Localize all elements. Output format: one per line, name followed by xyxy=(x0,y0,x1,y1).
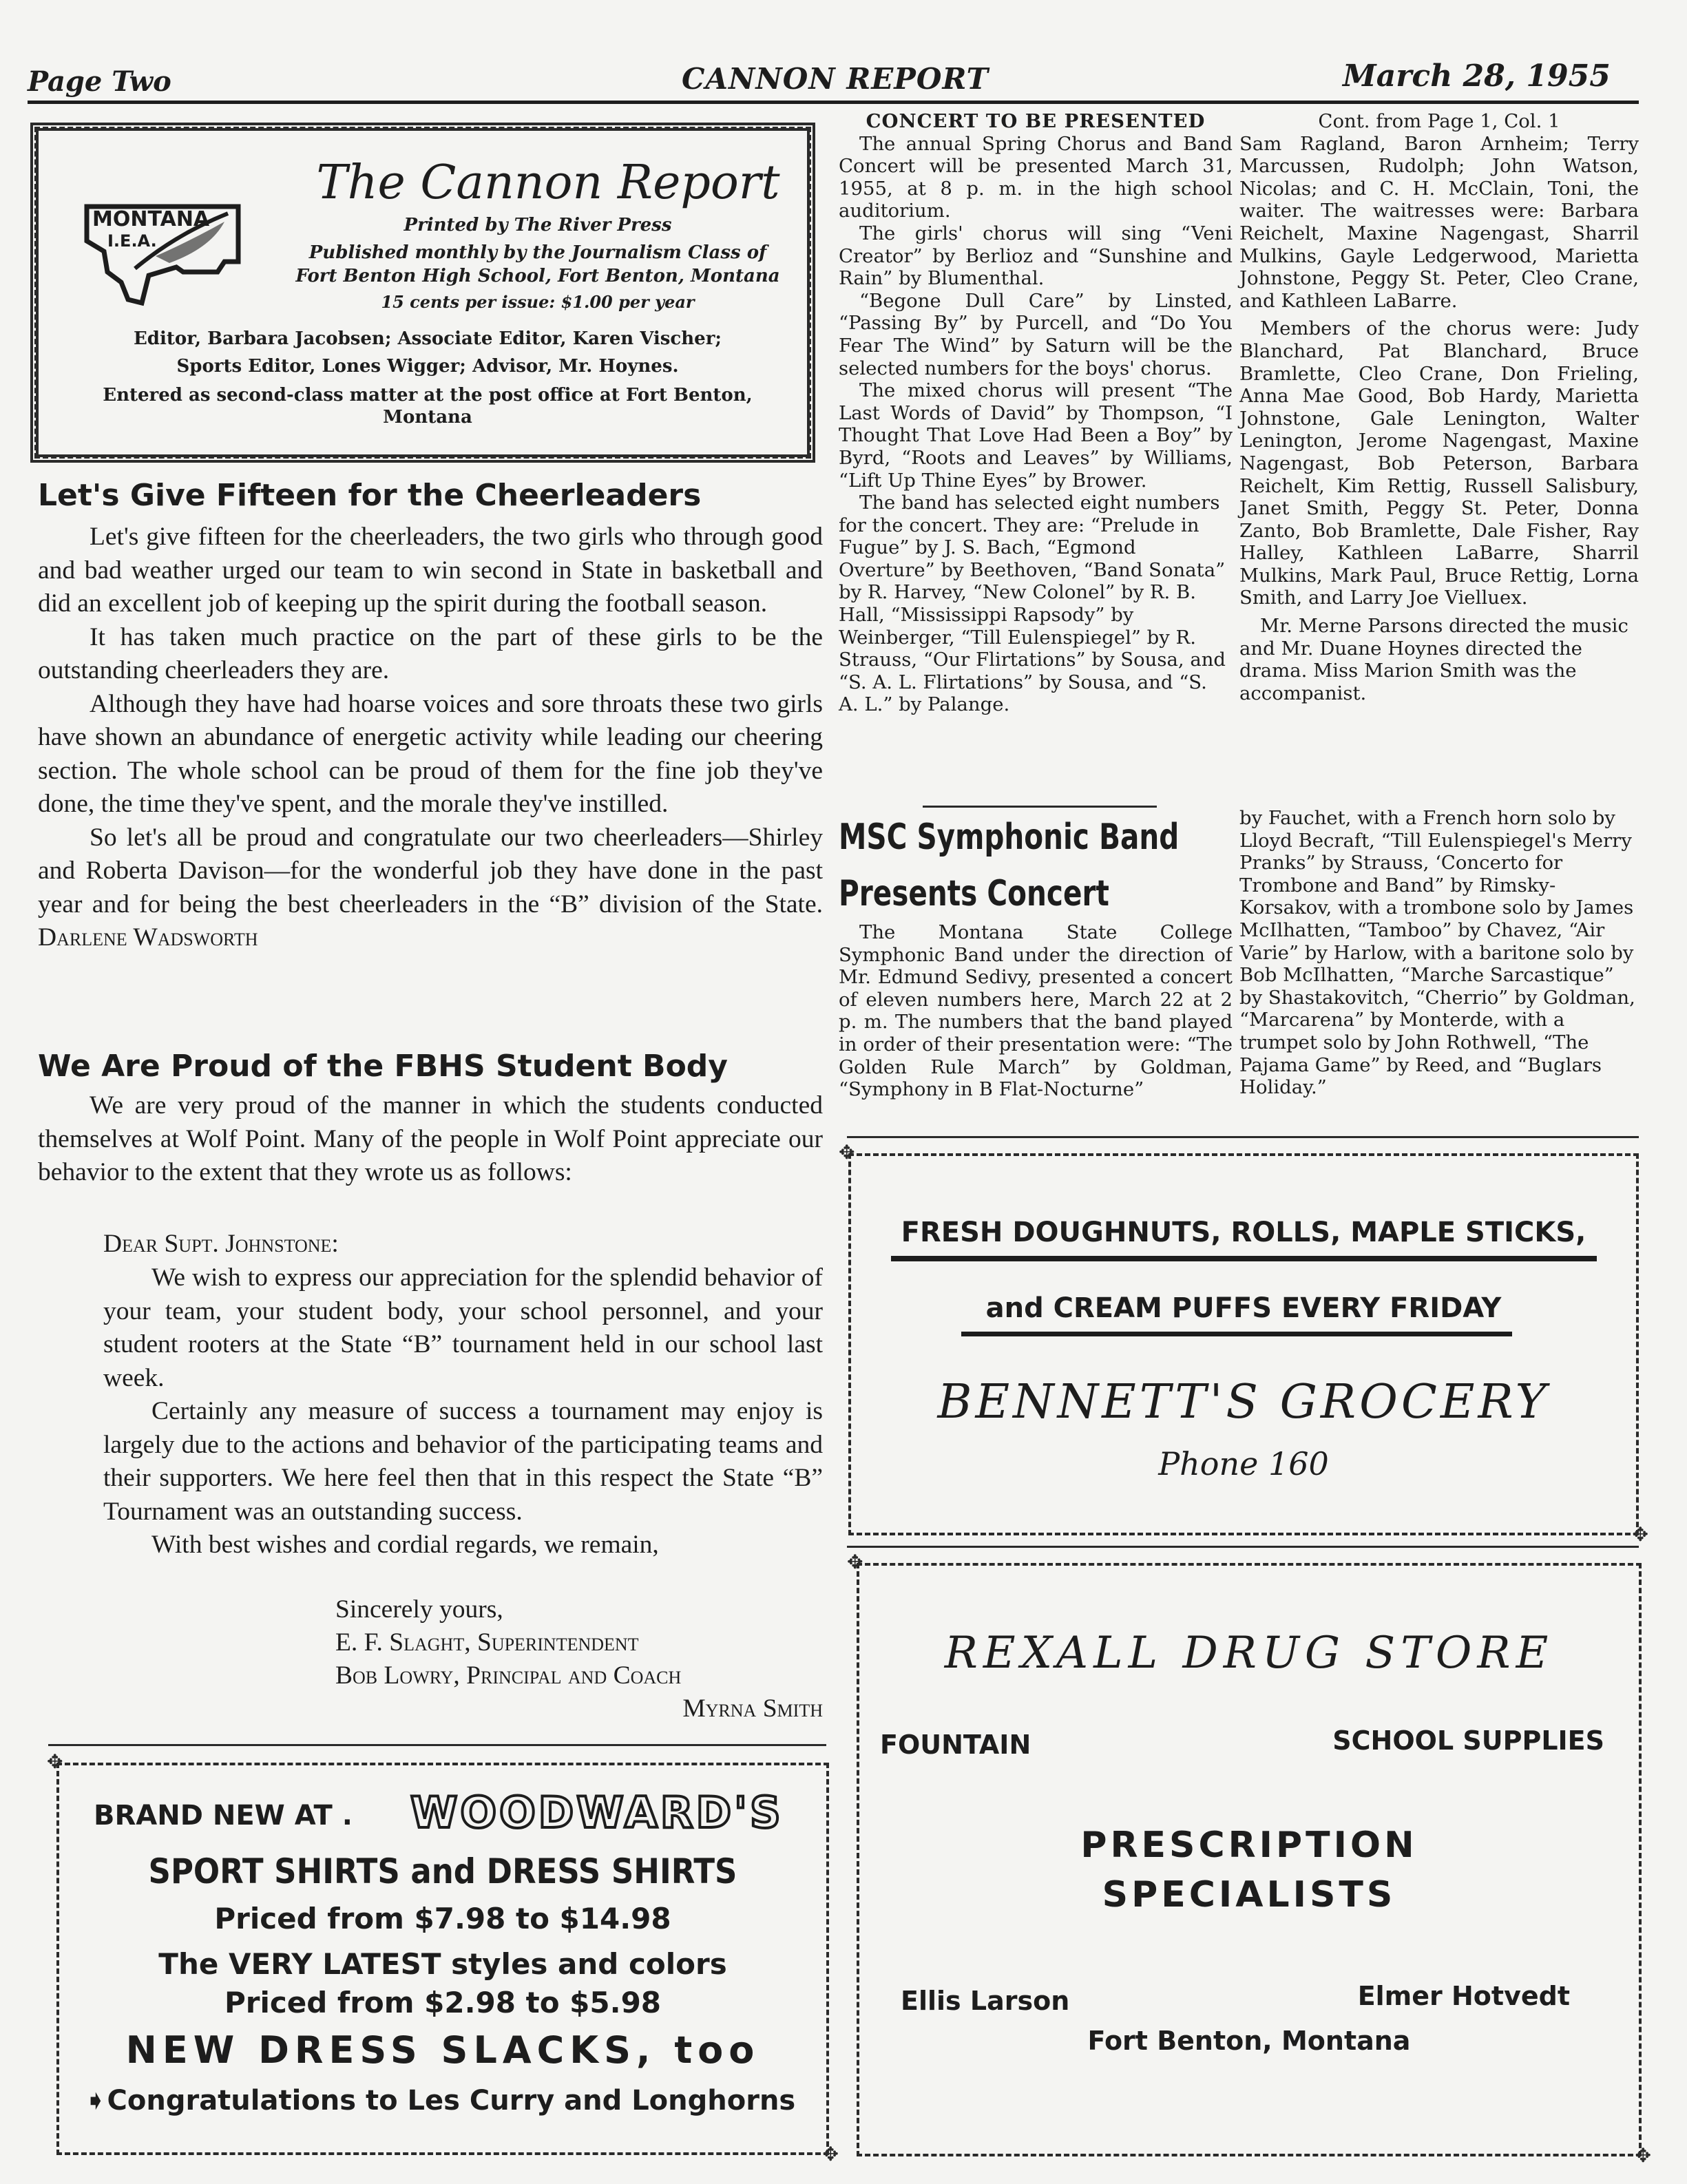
student-body-byline: Myrna Smith xyxy=(682,1694,823,1723)
letter-body xyxy=(103,1261,823,1562)
rexall-drug-store-ad xyxy=(857,1563,1642,2156)
cheerleaders-paragraph-text: So let's all be proud and congratulate our two cheerleaders—Shirley and Roberta Davison—for the wonderful job they have done in the past year and for being the best cheerleaders in the “B” division of the State. xyxy=(38,823,823,918)
woodwards-line-5: NEW DRESS SLACKS, too xyxy=(125,2028,760,2072)
letter-paragraph: We wish to express our appreciation for the splendid behavior of your team, your student body, your school personnel, and your student rooters at the State “B” tournament held in our school last week. xyxy=(103,1263,823,1392)
rexall-person-1: Ellis Larson xyxy=(901,1986,1070,2016)
masthead-staff-2: Sports Editor, Lones Wigger; Advisor, Mr. Hoynes. xyxy=(176,356,679,377)
bennetts-name: BENNETT'S GROCERY xyxy=(937,1375,1550,1429)
issue-date: March 28, 1955 xyxy=(1343,59,1611,94)
rexall-location: Fort Benton, Montana xyxy=(1087,2026,1411,2056)
cheerleaders-headline: Let's Give Fifteen for the Cheerleaders xyxy=(38,478,702,513)
article-divider xyxy=(923,806,1157,808)
msc-paragraph-continued: by Fauchet, with a French horn solo by Lloyd Becraft, “Till Eulenspiegel's Merry Pranks” by Strauss, ‘Concerto for Trombone and Band” by Rimsky-Korsakov, with a trombone solo by James McIlhatten, “Tamboo” by Chavez, “Air Varie” by Harlow, with a baritone solo by Bob McIlhatten, “Marche Sarcastique” by Shastakovitch, “Cherrio” by Goldman, “Marcarena” by Monterde, with a trumpet solo by John Rothwell, “The Pajama Game” by Reed, and “Buglars Holiday.” xyxy=(1239,807,1635,1099)
publication-name: CANNON REPORT xyxy=(682,62,989,96)
logo-text-montana: MONTANA xyxy=(92,207,210,231)
rexall-school-supplies: SCHOOL SUPPLIES xyxy=(1332,1725,1604,1756)
masthead-published-1: Published monthly by the Journalism Class of xyxy=(308,242,767,263)
masthead-published-2: Fort Benton High School, Fort Benton, Montana xyxy=(295,266,780,286)
woodwards-line-6 xyxy=(84,2085,795,2117)
bennetts-phone: Phone 160 xyxy=(1158,1445,1329,1482)
msc-body-left xyxy=(839,921,1233,1128)
student-body-headline: We Are Proud of the FBHS Student Body xyxy=(38,1049,728,1084)
continued-paragraph: Sam Ragland, Baron Arnheim; Terry Marcussen, Rudolph; John Watson, Nicolas; and C. H. McClain, Toni, the waiter. The waitresses were: Barbara Reichelt, Maxine Nagengast, Sharril Mulkins, Gayle Ledgerwood, Marietta Johnstone, Peggy St. Peter, Cleo Crane, and Kathleen LaBarre. xyxy=(1239,132,1639,312)
cheerleaders-byline: Darlene Wadsworth xyxy=(38,923,258,952)
cheerleaders-paragraph xyxy=(38,821,823,955)
continued-paragraph: Members of the chorus were: Judy Blanchard, Pat Blanchard, Bruce Bramlette, Cleo Crane, Don Frieling, Anna Mae Good, Bob Hardy, Marietta Johnstone, Gale Lenington, Walter Lenington, Jerome Nagengast, Maxine Nagengast, Bob Peterson, Barbara Reichelt, Kim Rettig, Russell Salisbury, Janet Smith, Peggy St. Peter, Donna Zanto, Bob Bramlette, Dale Fisher, Ray Halley, Kathleen LaBarre, Sharril Mulkins, Mark Paul, Bruce Rettig, Lorna Smith, and Larry Joe Vielluex. xyxy=(1239,317,1639,609)
msc-headline-line-1: MSC Symphonic Band xyxy=(839,817,1180,858)
woodwards-line-2: Priced from $7.98 to $14.98 xyxy=(214,1902,671,1935)
rexall-person-2: Elmer Hotvedt xyxy=(1357,1981,1570,2011)
letter-paragraph: With best wishes and cordial regards, we remain, xyxy=(151,1531,659,1559)
student-body-intro xyxy=(38,1089,823,1190)
rexall-name: ✥ REXALL DRUG STORE xyxy=(944,1628,1554,1679)
letter-closing: Sincerely yours, xyxy=(335,1595,503,1624)
continued-label: Cont. from Page 1, Col. 1 xyxy=(1318,110,1560,132)
cheerleaders-body xyxy=(38,521,823,955)
woodwards-lead: ✥ BRAND NEW AT . xyxy=(94,1800,353,1831)
section-divider xyxy=(847,1546,1639,1548)
woodwards-line-4: Priced from $2.98 to $5.98 xyxy=(224,1986,662,2019)
cheerleaders-paragraph: Let's give fifteen for the cheerleaders, the two girls who through good and bad weather urged our team to win second in State in basketball and did an excellent job of keeping up the spirit during the football season. xyxy=(38,523,823,618)
msc-body-right xyxy=(1239,807,1639,1099)
woodwards-brand: WOODWARD'S xyxy=(410,1787,784,1838)
concert-paragraph: The mixed chorus will present “The Last Words of David” by Thompson, “I Thought That Love Had Been a Boy” by Byrd, “Roots and Leaves” by Williams, “Lift Up Thine Eyes” by Brower. xyxy=(839,379,1233,492)
section-divider xyxy=(847,1136,1639,1138)
msc-headline-line-2: Presents Concert xyxy=(839,873,1109,914)
continued-article xyxy=(1239,110,1639,704)
underline xyxy=(891,1256,1597,1261)
rexall-fountain: FOUNTAIN xyxy=(880,1730,1031,1760)
masthead-title: The Cannon Report xyxy=(316,156,780,210)
letter-signer-1: E. F. Slaght, Superintendent xyxy=(335,1628,639,1657)
concert-headline: CONCERT TO BE PRESENTED xyxy=(866,110,1206,132)
concert-article xyxy=(839,110,1233,716)
page-label: Page Two xyxy=(28,65,171,98)
msc-paragraph: The Montana State College Symphonic Band under the direction of Mr. Edmund Sedivy, presented a concert of eleven numbers here, March 22 at 2 p. m. The numbers that the band played in order of their presentation were: “The Golden Rule March” by Goldman, “Symphony in B Flat-Nocturne” xyxy=(839,921,1233,1101)
rexall-prescription: PRESCRIPTION xyxy=(1080,1825,1418,1866)
header-rule xyxy=(28,101,1639,104)
underline xyxy=(961,1332,1512,1336)
bennetts-line-2: and CREAM PUFFS EVERY FRIDAY xyxy=(985,1292,1502,1324)
woodwards-line-1: SPORT SHIRTS and DRESS SHIRTS xyxy=(148,1851,737,1891)
continued-paragraph: Mr. Merne Parsons directed the music and Mr. Duane Hoynes directed the drama. Miss Marion Smith was the accompanist. xyxy=(1239,615,1628,704)
cheerleaders-paragraph: It has taken much practice on the part of these girls to be the outstanding cheerleaders they are. xyxy=(38,622,823,684)
letter-signer-2: Bob Lowry, Principal and Coach xyxy=(335,1661,682,1690)
rexall-specialists: SPECIALISTS xyxy=(1102,1874,1396,1915)
section-divider xyxy=(48,1744,826,1746)
woodwards-line-3: The VERY LATEST styles and colors xyxy=(158,1947,727,1981)
woodwards-congrats: Congratulations to Les Curry and Longhorns xyxy=(107,2085,796,2117)
arrow-right-icon: ➧ xyxy=(84,2085,107,2117)
cheerleaders-paragraph: Although they have had hoarse voices and sore throats these two girls have shown an abundance of energetic activity while leading our cheering section. The whole school can be proud of them for the fine job they've done, the time they've spent, and the morale they've instilled. xyxy=(38,689,823,818)
logo-text-iea: I.E.A. xyxy=(107,231,157,251)
student-body-intro-text: We are very proud of the manner in which the students conducted themselves at Wolf Point. Many of the people in Wolf Point appreciate our behavior to the extent that they wrote us as follows: xyxy=(38,1091,823,1186)
concert-paragraph: The girls' chorus will sing “Veni Creator” by Berlioz and “Sunshine and Rain” by Blumenthal. xyxy=(839,222,1233,290)
montana-iea-logo xyxy=(80,186,245,306)
masthead-staff-1: Editor, Barbara Jacobsen; Associate Editor, Karen Vischer; xyxy=(133,328,722,349)
masthead-entered-2: Montana xyxy=(383,407,472,428)
woodwards-ad xyxy=(56,1763,829,2155)
msc-headline xyxy=(839,809,1180,922)
concert-paragraph: The band has selected eight numbers for the concert. They are: “Prelude in Fugue” by J. S. Bach, “Egmond Overture” by Beethoven, “Band Sonata” by R. Harvey, “New Colonel” by R. B. Hall, “Mississippi Rapsody” by Weinberger, “Till Eulenspiegel” by R. Strauss, “Our Flirtations” by Sousa, and “S. A. L. Flirtations” by Sousa, and “S. A. L.” by Palange. xyxy=(839,492,1226,716)
masthead-price: 15 cents per issue: $1.00 per year xyxy=(381,292,695,312)
masthead-box xyxy=(30,123,815,463)
masthead-entered-1: Entered as second-class matter at the post office at Fort Benton, xyxy=(103,385,753,406)
letter-salutation: Dear Supt. Johnstone: xyxy=(103,1230,339,1258)
bennetts-line-1: ✥ FRESH DOUGHNUTS, ROLLS, MAPLE STICKS, xyxy=(901,1217,1586,1248)
concert-paragraph: “Begone Dull Care” by Linsted, “Passing By” by Purcell, and “Do You Fear The Wind” by Saturn will be the selected numbers for the boys' chorus. xyxy=(839,289,1233,379)
concert-paragraph: The annual Spring Chorus and Band Concert will be presented March 31, 1955, at 8 p. m. in the high school auditorium. xyxy=(839,132,1233,222)
letter-paragraph: Certainly any measure of success a tournament may enjoy is largely due to the actions and behavior of the participating teams and their supporters. We here feel then that in this respect the State “B” Tournament was an outstanding success. xyxy=(103,1397,823,1526)
bennetts-grocery-ad xyxy=(848,1153,1639,1535)
masthead-printed-by: Printed by The River Press xyxy=(404,215,672,235)
